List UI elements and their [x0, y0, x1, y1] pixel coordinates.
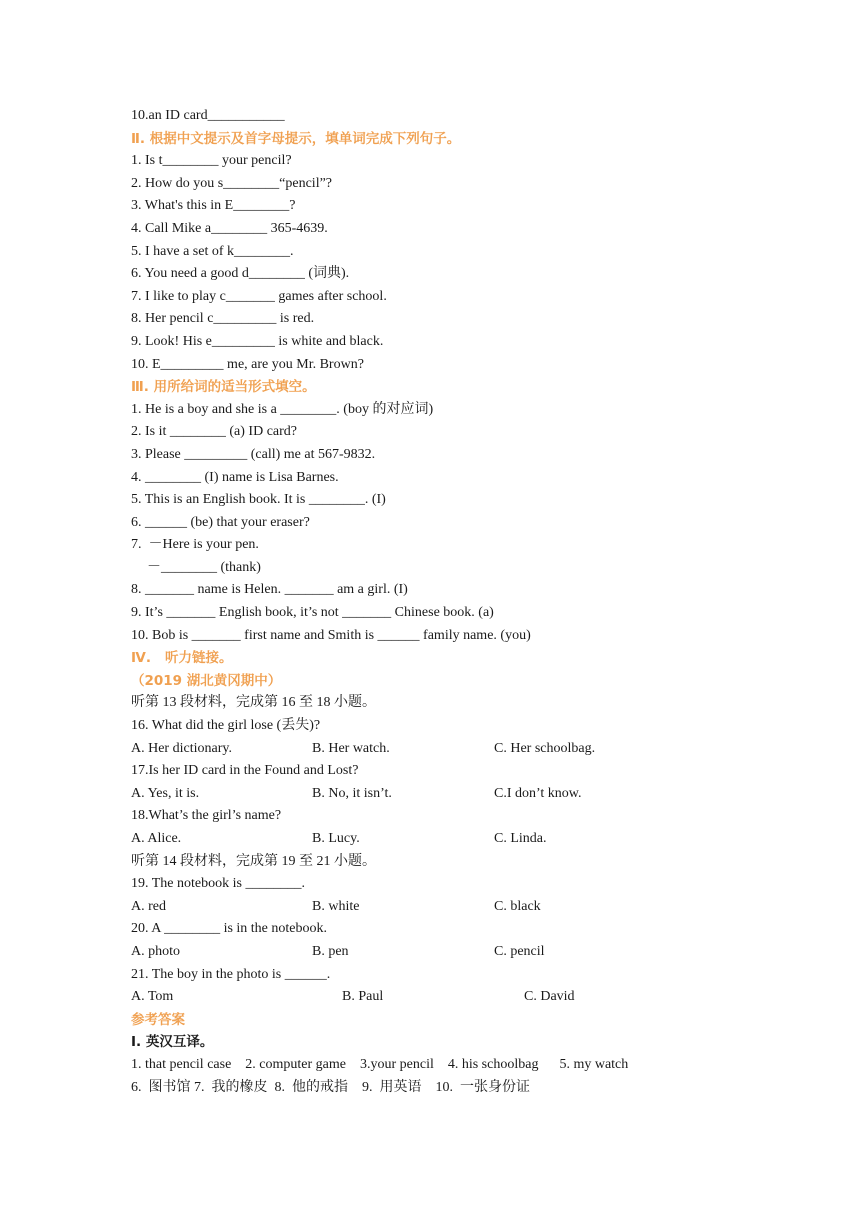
q17-option-a: A. Yes, it is. [131, 785, 200, 801]
q21-option-a: A. Tom [131, 989, 174, 1005]
q18-option-b: B. Lucy. [312, 831, 360, 846]
q18-options [131, 828, 771, 851]
listening-part1-intro: 听第 13 段材料，完成第 16 至 18 小题。 [131, 695, 376, 711]
s2-item-9: 9. Look! His e_________ is white and black. [131, 333, 384, 349]
q16-options [131, 738, 771, 761]
s2-item-6: 6. You need a good d________ (词典). [131, 266, 350, 282]
q18-option-a: A. Alice. [131, 831, 182, 846]
listening-part2-intro: 听第 14 段材料，完成第 19 至 21 小题。 [131, 853, 376, 869]
s3-item-1: 1. He is a boy and she is a ________. (boy 的对应词) [131, 401, 434, 417]
q18-option-c: C. Linda. [494, 831, 547, 846]
q21-question: 21. The boy in the photo is ______. [131, 966, 331, 982]
section-4-source: （2019 湖北黄冈期中） [131, 672, 282, 689]
item-10-id-card: 10.an ID card___________ [131, 108, 285, 123]
answers-header: 参考答案 [131, 1011, 185, 1028]
answers-section-1-header: Ⅰ. 英汉互译。 [131, 1034, 214, 1051]
answers-line-2: 6. 图书馆 7. 我的橡皮 8. 他的戒指 9. 用英语 10. 一张身份证 [131, 1079, 530, 1095]
q20-options [131, 941, 771, 964]
q20-option-b: B. pen [312, 943, 349, 959]
answers-line-1: 1. that pencil case 2. computer game 3.your pencil 4. his schoolbag 5. my watch [131, 1056, 629, 1072]
s3-item-7: 7. －Here is your pen. [131, 537, 259, 553]
s2-item-3: 3. What's this in E________? [131, 198, 296, 214]
q19-question: 19. The notebook is ________. [131, 876, 305, 892]
q19-option-b: B. white [312, 898, 360, 914]
s3-item-8: 8. _______ name is Helen. _______ am a girl. (I) [131, 582, 408, 598]
q20-option-c: C. pencil [494, 943, 545, 959]
s2-item-4: 4. Call Mike a________ 365-4639. [131, 220, 328, 236]
q16-question: 16. What did the girl lose (丢失)? [131, 718, 321, 734]
q16-option-a: A. Her dictionary. [131, 740, 232, 756]
s2-item-5: 5. I have a set of k________. [131, 243, 294, 259]
s3-item-5: 5. This is an English book. It is ________. (I) [131, 492, 386, 508]
s3-item-10: 10. Bob is _______ first name and Smith is ______ family name. (you) [131, 627, 531, 643]
section-4-header: Ⅳ. 听力链接。 [131, 650, 233, 667]
q18-question: 18.What’s the girl’s name? [131, 808, 282, 824]
q17-options [131, 783, 771, 806]
worksheet-content [131, 105, 771, 1099]
q16-option-b: B. Her watch. [312, 740, 390, 756]
q21-option-c: C. David [524, 989, 575, 1005]
q19-options [131, 896, 771, 919]
s2-item-1: 1. Is t________ your pencil? [131, 153, 292, 169]
q19-option-c: C. black [494, 898, 541, 914]
s3-item-2: 2. Is it ________ (a) ID card? [131, 424, 298, 440]
q20-option-a: A. photo [131, 943, 180, 959]
q21-option-b: B. Paul [342, 989, 384, 1005]
q20-question: 20. A ________ is in the notebook. [131, 921, 327, 937]
q19-option-a: A. red [131, 898, 166, 914]
s2-item-2: 2. How do you s________“pencil”? [131, 175, 333, 191]
s3-item-6: 6. ______ (be) that your eraser? [131, 514, 310, 530]
s3-item-9: 9. It’s _______ English book, it’s not _______ Chinese book. (a) [131, 605, 494, 621]
s3-item-4: 4. ________ (I) name is Lisa Barnes. [131, 469, 339, 485]
q16-option-c: C. Her schoolbag. [494, 740, 596, 756]
section-3-header: Ⅲ. 用所给词的适当形式填空。 [131, 379, 316, 396]
s2-item-8: 8. Her pencil c_________ is red. [131, 311, 315, 327]
section-2-header: Ⅱ. 根据中文提示及首字母提示，填单词完成下列句子。 [131, 130, 461, 147]
s3-item-3: 3. Please _________ (call) me at 567-9832. [131, 446, 376, 462]
q17-question: 17.Is her ID card in the Found and Lost? [131, 763, 359, 779]
q21-options [131, 986, 771, 1009]
q17-option-c: C.I don’t know. [494, 785, 582, 801]
q17-option-b: B. No, it isn’t. [312, 785, 392, 801]
s2-item-7: 7. I like to play c_______ games after school. [131, 288, 387, 304]
s3-item-7-reply: －________ (thank) [147, 559, 261, 575]
s2-item-10: 10. E_________ me, are you Mr. Brown? [131, 356, 364, 372]
